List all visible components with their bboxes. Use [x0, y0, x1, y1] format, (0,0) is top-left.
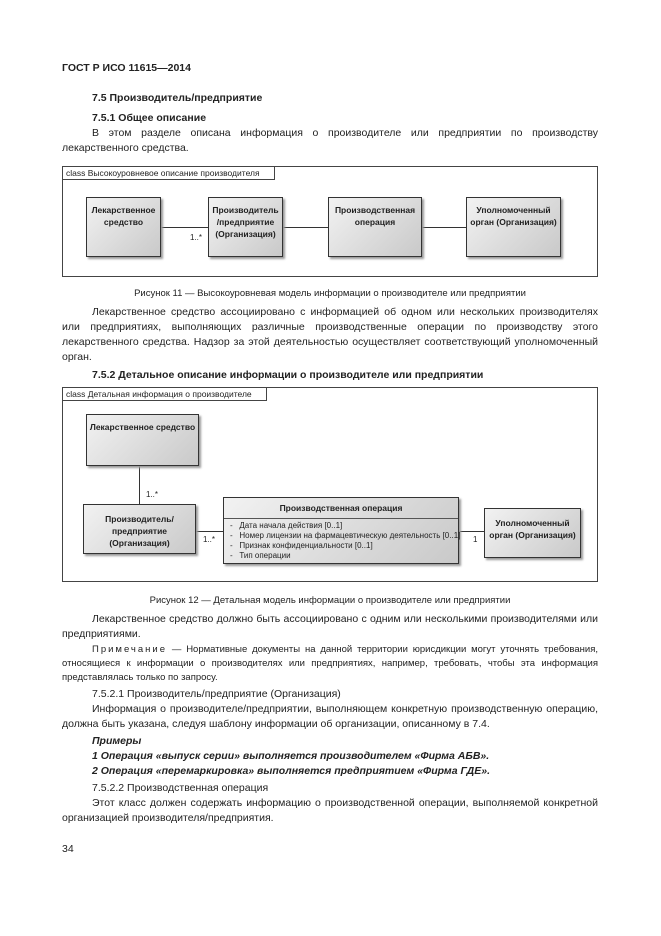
- page-number: 34: [62, 843, 74, 855]
- subsection-heading: 7.5.1 Общее описание: [92, 112, 207, 124]
- class-box-authority: Уполномоченный орган (Организация): [484, 508, 581, 558]
- note: [62, 643, 598, 685]
- paragraph: Информация о производителе/предприятии, выполняющем конкретную производственную операцию, должна быть указана, следуя шаблону информации об организации, описанному в 7.4.: [62, 703, 598, 730]
- multiplicity-label: 1..*: [190, 233, 203, 242]
- document-header: ГОСТ Р ИСО 11615—2014: [62, 62, 191, 74]
- subsection-heading: 7.5.2.2 Производственная операция: [92, 782, 269, 794]
- note-label: Примечание: [92, 644, 167, 655]
- attribute: - Дата начала действия [0..1]: [230, 521, 343, 530]
- examples-title: Примеры: [92, 735, 142, 747]
- multiplicity-label: 1..*: [146, 490, 159, 499]
- paragraph: В этом разделе описана информация о производителе или предприятии по производству лекарственного средства.: [62, 127, 598, 154]
- paragraph: Лекарственное средство ассоциировано с информацией об одном или нескольких производителях или предприятиях, выполняющих различные производственные операции по производству этого лекарственного средства. Надзор за этой деятельностью осуществляет соответствующий уполномоченный орган.: [62, 306, 598, 363]
- class-box: Производственная операция: [328, 197, 422, 257]
- figure-caption: Рисунок 11 — Высокоуровневая модель информации о производителе или предприятии: [134, 288, 526, 299]
- paragraph: Этот класс должен содержать информацию о производственной операции, выполняемой конкретной организацией производителя/предприятия.: [62, 797, 598, 824]
- subsection-heading: 7.5.2 Детальное описание информации о производителе или предприятии: [92, 369, 484, 381]
- diagram-frame-label: class Детальная информация о производителе: [63, 388, 267, 401]
- attribute: - Номер лицензии на фармацевтическую деятельность [0..1]: [230, 531, 461, 540]
- attribute: - Тип операции: [230, 551, 291, 560]
- example-item: 1 Операция «выпуск серии» выполняется производителем «Фирма АБВ».: [92, 750, 490, 762]
- class-box: Производитель /предприятие (Организация): [208, 197, 283, 257]
- section-heading: 7.5 Производитель/предприятие: [92, 92, 263, 104]
- multiplicity-label: 1: [473, 535, 478, 544]
- diagram-frame-label: class Высокоуровневое описание производителя: [63, 167, 275, 180]
- class-box-manufacturer: Производитель/предприятие (Организация): [83, 504, 196, 554]
- class-name: Производственная операция: [224, 498, 458, 519]
- class-box: Уполномоченный орган (Организация): [466, 197, 561, 257]
- figure-11-diagram: [62, 166, 598, 277]
- attribute-list: [224, 519, 461, 561]
- attribute: - Признак конфиденциальности [0..1]: [230, 541, 373, 550]
- class-box-operation: [223, 497, 459, 564]
- paragraph: Лекарственное средство должно быть ассоциировано с одним или несколькими производителями или предприятиями.: [62, 613, 598, 640]
- note-text: — Нормативные документы на данной территории юрисдикции могут уточнять требования, относящиеся к информации о производителях или предприятиях, например, требовать, чтобы эта информация представлялась только по запросу.: [62, 644, 598, 683]
- class-box-drug: Лекарственное средство: [86, 414, 199, 466]
- figure-12-diagram: [62, 387, 598, 582]
- subsection-heading: 7.5.2.1 Производитель/предприятие (Организация): [92, 688, 341, 700]
- figure-caption: Рисунок 12 — Детальная модель информации о производителе или предприятии: [149, 595, 511, 606]
- example-item: 2 Операция «перемаркировка» выполняется предприятием «Фирма ГДЕ».: [92, 765, 490, 777]
- class-box: Лекарственное средство: [86, 197, 161, 257]
- multiplicity-label: 1..*: [203, 535, 216, 544]
